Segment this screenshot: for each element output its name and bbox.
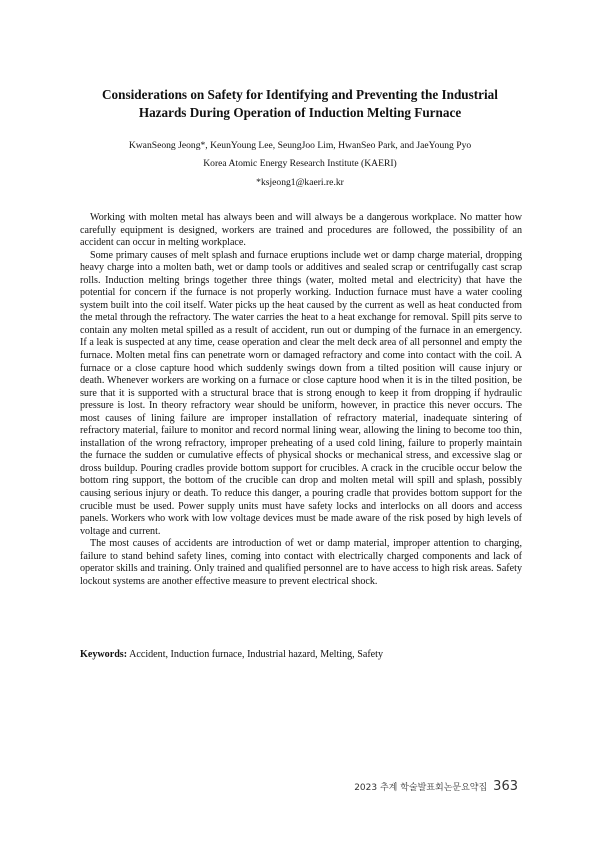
keywords-label: Keywords:: [80, 649, 128, 660]
paper-title-line-1: Considerations on Safety for Identifying and Preventing the Industrial: [102, 87, 498, 102]
abstract-paragraph-3: The most causes of accidents are introduction of wet or damp material, improper attention to charging, failure to stand behind safety lines, coming into contact with electrically charged components and lack of operator skills and training. Only trained and qualified personnel are to have access to high risk areas. Safety lockout systems are another effective measure to prevent electrical shock.: [80, 538, 522, 587]
abstract-paragraph-1: Working with molten metal has always been and will always be a dangerous workplace. No matter how carefully equipment is designed, workers are trained and procedures are followed, the possibility of an accident can occur in melting workplace.: [80, 212, 522, 249]
corresponding-email: *ksjeong1@kaeri.re.kr: [256, 177, 344, 188]
conference-name: 2023 추계 학술발표회논문요약집: [354, 783, 488, 793]
abstract-body: [80, 212, 522, 588]
paper-title-line-2: Hazards During Operation of Induction Melting Furnace: [138, 105, 462, 120]
page-footer: [354, 779, 518, 794]
paper-title: [60, 86, 540, 122]
page-number: 363: [493, 779, 518, 794]
affiliation: Korea Atomic Energy Research Institute (KAERI): [203, 158, 397, 169]
author-list: KwanSeong Jeong*, KeunYoung Lee, SeungJoo Lim, HwanSeo Park, and JaeYoung Pyo: [128, 140, 472, 151]
keywords-text: Accident, Induction furnace, Industrial hazard, Melting, Safety: [129, 649, 384, 660]
keywords-line: [80, 649, 522, 662]
abstract-paragraph-2: Some primary causes of melt splash and furnace eruptions include wet or damp charge material, dropping heavy charge into a molten bath, wet or damp tools or additives and sealed scrap or centrifugally cast scrap rolls. Induction melting brings together three things (water, molted metal and electricity) that have the potential for concern if the furnace is not properly working. Induction furnace must have a water cooling system built into the coil itself. Water picks up the heat caused by the current as well as heat conducted from the metal through the refractory. The water carries the heat to a heat exchange for removal. Spill pits serve to contain any molten metal spilled as a result of accident, run out or dumping of the furnace in an emergency. If a leak is suspected at any time, cease operation and clear the melt deck area of all personnel and empty the furnace. Molten metal fins can penetrate worn or damaged refractory and come into contact with the coil. A furnace or a close capture hood which suddenly swings down from a tilted position will cause injury or death. Whenever workers are working on a furnace or close capture hood when it is in the tilted position, be sure that it is supported with a structural brace that is strong enough to keep it from dropping if hydraulic pressure is lost. In theory refractory wear should be uniform, however, in practice this never occurs. The most causes of lining failure are improper installation of refractory material, inadequate sintering of refractory material, failure to monitor and record normal lining wear, allowing the lining to become too thin, installation of the wrong refractory, improper preheating of a used cold lining, failure to properly maintain the furnace the sudden or cumulative effects of physical shocks or mechanical stress, and excessive slag or dross buildup. Pouring cradles provide bottom support for crucibles. A crack in the crucible occur below the bottom ring support, the bottom of the crucible can drop and molten metal will spill and splash, possibly causing serious injury or death. To reduce this danger, a pouring cradle that provides bottom support for the crucible must be used. Power supply units must have safety locks and interlocks on all doors and access panels. Workers who work with low voltage devices must be made aware of the risk posed by high levels of voltage and current.: [80, 249, 522, 537]
